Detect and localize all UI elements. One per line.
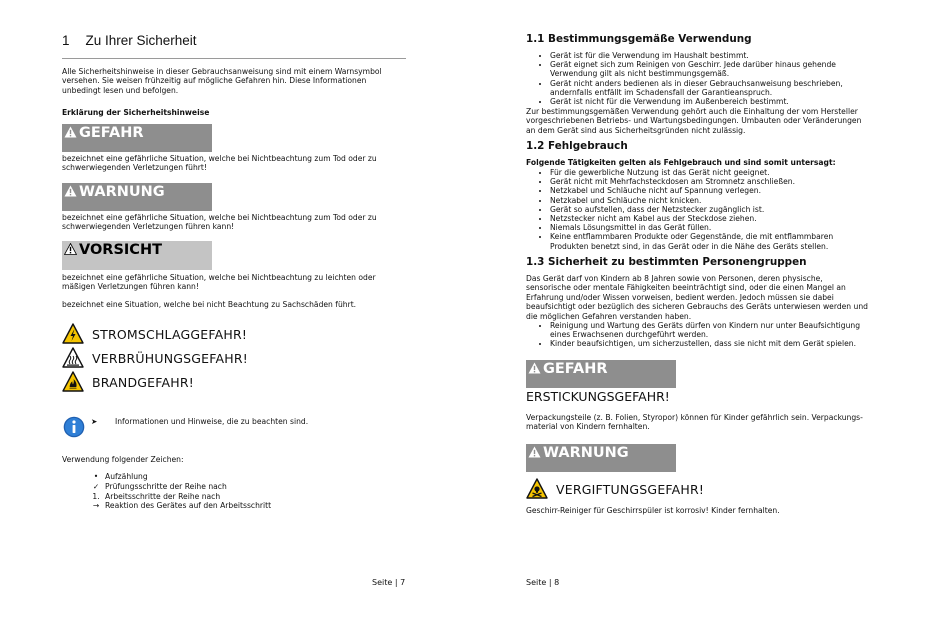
page-left [62,0,408,639]
page-number: Seite | 7 [372,578,406,587]
signal-warning-box: WARNUNG [62,183,212,211]
fire-warning-icon [62,371,84,393]
misuse-list [526,168,895,251]
hazard-fire-row: BRANDGEFAHR! [62,371,194,393]
persons-paragraph: Das Gerät darf von Kindern ab 8 Jahren sowie von Personen, deren physische, sensorische oder mentale Fähigkeiten beeinträchtigt sind, oder die einen Mangel an Erfahrung und/oder Wissen vorweisen, bedient werden. Jedoch müssen sie dabei beaufsichtigt oder bezüglich des sicheren Gebrauchs des Geräts unterwiesen werden und die möglichen Gefahren verstanden haben. [526,274,868,321]
misuse-lead: Folgende Tätigkeiten gelten als Fehlgebrauch und sind somit untersagt: [526,158,836,167]
list-item: • Gerät ist für die Verwendung im Haushalt bestimmt. [550,51,895,60]
list-item: • Niemals Lösungsmittel in das Gerät füllen. [550,223,895,232]
list-item: • Für die gewerbliche Nutzung ist das Gerät nicht geeignet. [550,168,895,177]
persons-list [526,321,895,349]
hot-steam-warning-icon [62,347,84,369]
legend-item: ✓ Prüfungsschritte der Reihe nach [92,481,227,491]
signal-caution-text: bezeichnet eine gefährliche Situation, welche bei Nichtbeachtung zu leichten oder mäßigen Verletzungen führen kann! [62,273,376,292]
list-item: • Keine entflammbaren Produkte oder Gegenstände, die mit entflammbaren Produkten benetzt sind, in das Gerät oder in die Nähe des Geräts stellen. [550,232,895,250]
property-damage-note: bezeichnet eine Situation, welche bei nicht Beachtung zu Sachschäden führt. [62,300,357,309]
hazard-poison-row: VERGIFTUNGSGEFAHR! [526,478,704,500]
list-item: • Gerät ist nicht für die Verwendung im Außenbereich bestimmt. [550,97,895,106]
page-right [526,0,871,639]
legend-item: 1. Arbeitsschritte der Reihe nach [92,491,221,501]
warning-triangle-icon [64,185,77,197]
list-item: • Netzkabel und Schläuche nicht knicken. [550,196,895,205]
section-title-misuse: 1.2 Fehlgebrauch [526,140,628,152]
signal-danger-text: bezeichnet eine gefährliche Situation, welche bei Nichtbeachtung zum Tod oder zu schwerwiegenden Verletzungen führt! [62,154,377,173]
title-divider [62,58,406,59]
hazard-scald-row: VERBRÜHUNGSGEFAHR! [62,347,248,369]
info-text: Informationen und Hinweise, die zu beachten sind. [115,417,309,426]
list-item: • Gerät eignet sich zum Reinigen von Geschirr. Jede darüber hinaus gehende Verwendung gilt als nicht bestimmungsgemäß. [550,60,895,78]
signal-danger-box: GEFAHR [62,124,212,152]
section-title-persons: 1.3 Sicherheit zu bestimmten Personengruppen [526,256,807,268]
legend-item: • Aufzählung [93,472,148,481]
list-item: • Gerät nicht anders bedienen als in dieser Gebrauchsanweisung beschrieben, andernfalls entfällt im Schadensfall der Garantieanspruch. [550,79,895,97]
list-item: • Gerät nicht mit Mehrfachsteckdosen am Stromnetz anschließen. [550,177,895,186]
signal-warning-box: WARNUNG [526,444,676,472]
warning-triangle-icon [64,243,77,255]
signal-caution-box: VORSICHT [62,241,212,270]
page-title: 1 Zu Ihrer Sicherheit [62,33,197,48]
warning-triangle-icon [528,446,541,458]
list-item: • Reinigung und Wartung des Geräts dürfen von Kindern nur unter Beaufsichtigung eines Erwachsenen durchgeführt werden. [550,321,895,339]
usage-heading: Verwendung folgender Zeichen: [62,455,184,464]
intended-use-list [526,51,895,106]
signal-danger-box: GEFAHR [526,360,676,388]
info-icon [63,416,85,438]
intended-use-paragraph: Zur bestimmungsgemäßen Verwendung gehört auch die Einhaltung der vom Hersteller vorgeschriebenen Betriebs- und Wartungsbedingungen. Umbauten oder Veränderungen an dem Gerät sind aus Sicherheitsgründen nicht zulässig. [526,107,862,135]
intro-paragraph: Alle Sicherheitshinweise in dieser Gebrauchsanweisung sind mit einem Warnsymbol versehen. Sie weisen frühzeitig auf mögliche Gefahren hin. Diese Informationen unbedingt lesen und befolgen. [62,67,382,95]
list-item: • Kinder beaufsichtigen, um sicherzustellen, dass sie nicht mit dem Gerät spielen. [550,339,895,348]
danger-text: Verpackungsteile (z. B. Folien, Styropor) können für Kinder gefährlich sein. Verpackungs- material von Kindern fernhalten. [526,413,863,432]
hazard-electric-row: STROMSCHLAGGEFAHR! [62,323,247,345]
electric-shock-warning-icon [62,323,84,345]
list-item: • Gerät so aufstellen, dass der Netzstecker zugänglich ist. [550,205,895,214]
explain-heading: Erklärung der Sicherheitshinweise [62,108,210,117]
symbol-legend [90,472,271,511]
warning-text: Geschirr-Reiniger für Geschirrspüler ist korrosiv! Kinder fernhalten. [526,506,780,515]
hazard-suffocation: ERSTICKUNGSGEFAHR! [526,389,670,404]
legend-item: → Reaktion des Gerätes auf den Arbeitsschritt [92,501,272,511]
list-item: • Netzkabel und Schläuche nicht auf Spannung verlegen. [550,186,895,195]
page-number: Seite | 8 [526,578,560,587]
signal-warning-text: bezeichnet eine gefährliche Situation, welche bei Nichtbeachtung zum Tod oder zu schwerwiegenden Verletzungen führen kann! [62,213,377,232]
section-title-intended-use: 1.1 Bestimmungsgemäße Verwendung [526,33,752,45]
info-arrow-icon: ➤ [91,417,98,426]
toxic-warning-icon [526,478,548,500]
warning-triangle-icon [64,126,77,138]
list-item: • Netzstecker nicht am Kabel aus der Steckdose ziehen. [550,214,895,223]
warning-triangle-icon [528,362,541,374]
